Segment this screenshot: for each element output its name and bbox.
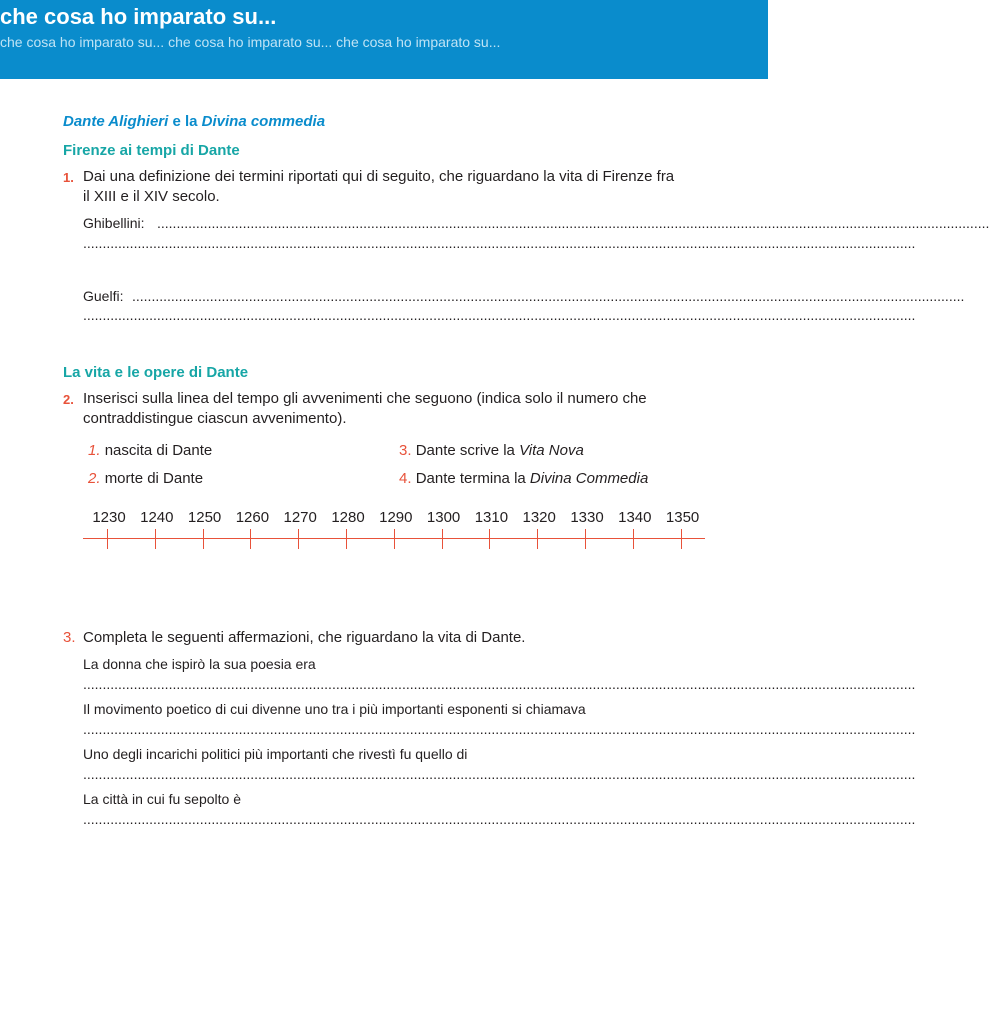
event-3-number: 3. — [399, 442, 412, 459]
timeline-tick-1330[interactable] — [585, 529, 586, 549]
ghibellini-label: Ghibellini: — [83, 215, 145, 231]
unit-title-work: Divina commedia — [201, 113, 326, 130]
timeline-tick-1240[interactable] — [155, 529, 156, 549]
event-4-number: 4. — [399, 470, 412, 487]
guelfi-answer-line-2[interactable]: ...................................................................................................................................................................................................................... — [83, 307, 916, 323]
header-subtitle: che cosa ho imparato su... che cosa ho imparato su... che cosa ho imparato su... — [0, 34, 501, 50]
header-title: che cosa ho imparato su... — [0, 4, 277, 29]
statement-4-answer-line[interactable]: ...................................................................................................................................................................................................................... — [83, 811, 916, 827]
guelfi-label: Guelfi: — [83, 288, 124, 304]
timeline-year-1330: 1330 — [570, 509, 604, 526]
timeline-year-1260: 1260 — [235, 509, 270, 526]
question-2-number: 2. — [63, 392, 74, 407]
event-1-text: nascita di Dante — [104, 442, 213, 459]
timeline-tick-1350[interactable] — [681, 529, 682, 549]
timeline-year-1320: 1320 — [522, 509, 556, 526]
timeline-tick-1340[interactable] — [633, 529, 634, 549]
statement-3-answer-line[interactable]: ...................................................................................................................................................................................................................... — [83, 766, 916, 782]
event-4-work: Divina Commedia — [529, 470, 649, 487]
statement-2: Il movimento poetico di cui divenne uno tra i più importanti esponenti si chiamava — [83, 701, 586, 717]
question-3-text: Completa le seguenti affermazioni, che riguardano la vita di Dante. — [83, 629, 526, 646]
timeline-year-1350: 1350 — [665, 509, 700, 526]
timeline-tick-1260[interactable] — [250, 529, 251, 549]
timeline-tick-1290[interactable] — [394, 529, 395, 549]
ghibellini-answer-line-2[interactable]: ...................................................................................................................................................................................................................... — [83, 235, 916, 251]
timeline-year-1250: 1250 — [187, 509, 222, 526]
event-3 — [399, 442, 584, 459]
timeline-year-1300: 1300 — [426, 509, 461, 526]
timeline-tick-1270[interactable] — [298, 529, 299, 549]
question-3-number: 3. — [63, 629, 76, 646]
unit-title-author: Dante Alighieri — [63, 113, 169, 130]
timeline-year-1280: 1280 — [331, 509, 365, 526]
statement-1: La donna che ispirò la sua poesia era — [83, 656, 316, 672]
statement-3: Uno degli incarichi politici più importanti che rivestì fu quello di — [83, 746, 468, 762]
timeline-tick-1280[interactable] — [346, 529, 347, 549]
timeline-year-1270: 1270 — [283, 509, 317, 526]
timeline-tick-1310[interactable] — [489, 529, 490, 549]
timeline-year-1240: 1240 — [140, 509, 174, 526]
timeline-year-1290: 1290 — [379, 509, 413, 526]
section-title-firenze: Firenze ai tempi di Dante — [63, 142, 240, 159]
event-4-text: Dante termina la — [415, 470, 530, 487]
event-4 — [399, 470, 648, 487]
statement-1-answer-line[interactable]: ...................................................................................................................................................................................................................... — [83, 676, 916, 692]
unit-title — [63, 113, 325, 130]
event-1-number: 1. — [88, 442, 101, 459]
statement-2-answer-line[interactable]: ...................................................................................................................................................................................................................... — [83, 721, 916, 737]
statement-4: La città in cui fu sepolto è — [83, 791, 241, 807]
event-2 — [88, 470, 203, 487]
timeline-year-1340: 1340 — [618, 509, 652, 526]
event-2-number: 2. — [88, 470, 101, 487]
ghibellini-answer-line[interactable]: ...................................................................................................................................................................................................................... — [157, 215, 989, 231]
question-1-number: 1. — [63, 170, 74, 185]
event-3-work: Vita Nova — [519, 442, 584, 459]
timeline-tick-1320[interactable] — [537, 529, 538, 549]
timeline-tick-1250[interactable] — [203, 529, 204, 549]
section-title-vita-opere: La vita e le opere di Dante — [63, 364, 249, 381]
header-banner — [0, 0, 768, 79]
timeline-tick-1230[interactable] — [107, 529, 108, 549]
timeline-tick-1300[interactable] — [442, 529, 443, 549]
question-1-text: Dai una definizione dei termini riportati qui di seguito, che riguardano la vita di Firenze fra il XIII e il XIV secolo. — [83, 168, 675, 205]
event-2-text: morte di Dante — [104, 470, 204, 487]
event-1 — [88, 442, 212, 459]
timeline-year-1310: 1310 — [474, 509, 509, 526]
unit-title-connector: e la — [168, 113, 202, 130]
guelfi-answer-line[interactable]: ...................................................................................................................................................................................................................... — [132, 288, 965, 304]
timeline-year-1230: 1230 — [92, 509, 126, 526]
event-3-text: Dante scrive la — [415, 442, 520, 459]
question-2-text: Inserisci sulla linea del tempo gli avvenimenti che seguono (indica solo il numero che contraddistingue ciascun avvenimento). — [83, 390, 647, 427]
